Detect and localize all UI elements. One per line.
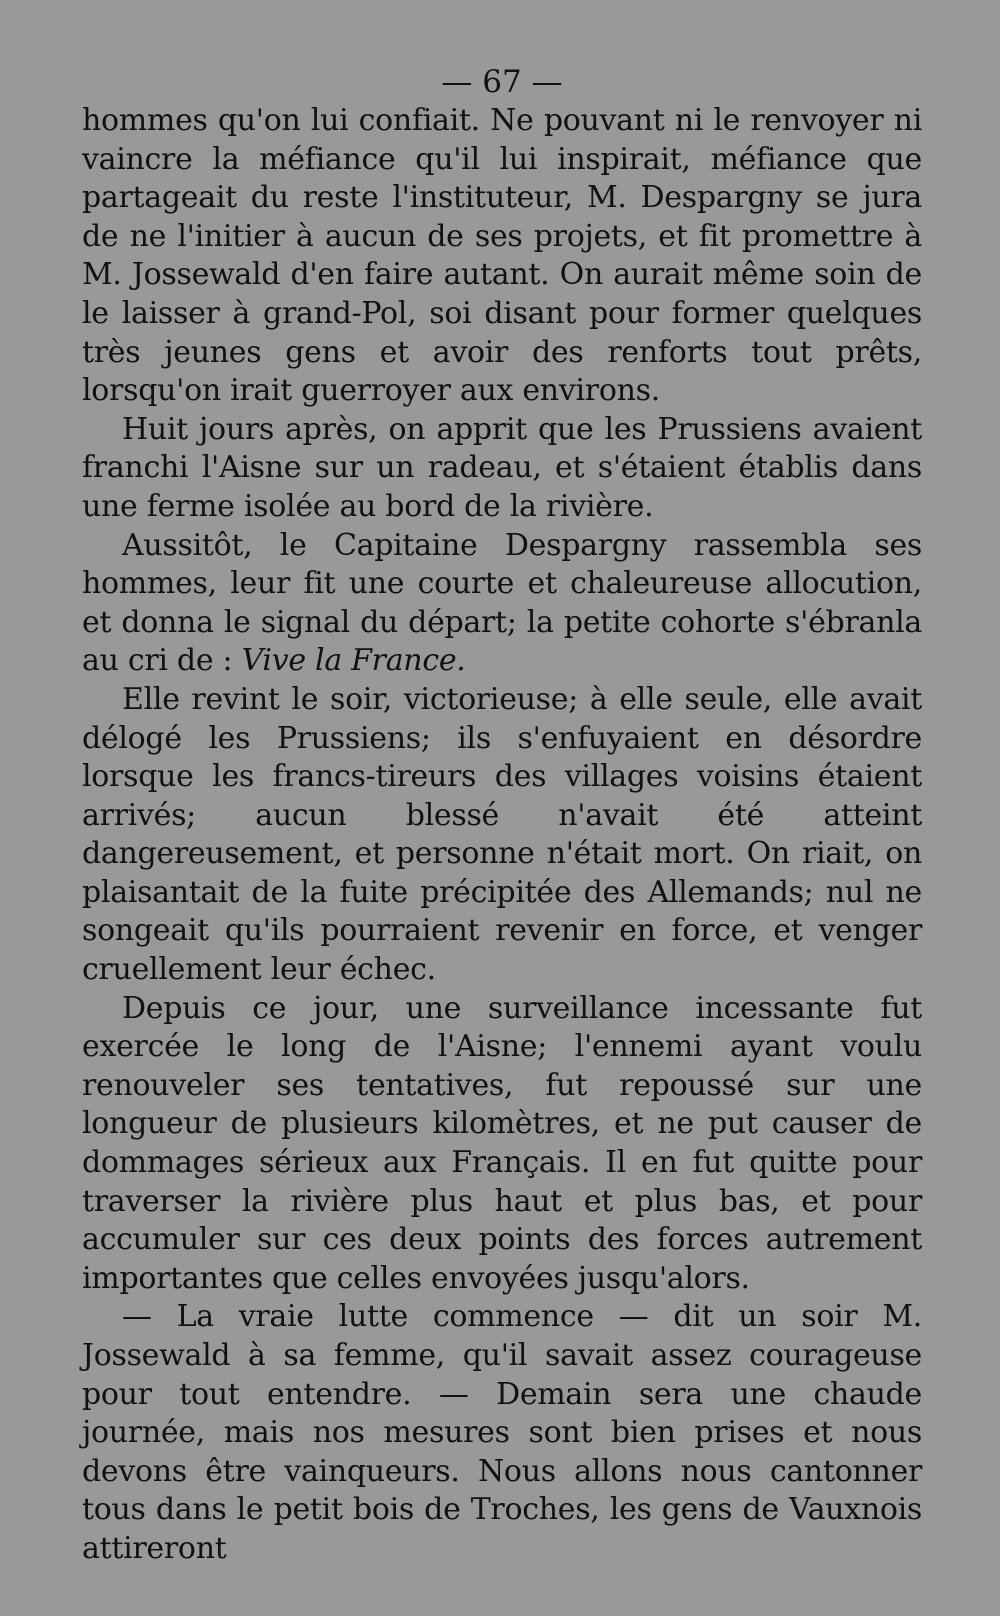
paragraph-5: Depuis ce jour, une surveillance incessante fut exercée le long de l'Aisne; l'ennemi ayant voulu renouveler ses tentatives, fut repoussé sur une longueur de plusieurs kilomètres, et ne put causer de dommages sérieux aux Français. Il en fut quitte pour traverser la rivière plus haut et plus bas, et pour accumuler sur ces deux points des forces autrement importantes que celles envoyées jusqu'alors. bbox=[82, 990, 922, 1296]
paragraph-1: hommes qu'on lui confiait. Ne pouvant ni le renvoyer ni vaincre la méfiance qu'il lui inspirait, méfiance que partageait du reste l'instituteur, M. Despargny se jura de ne l'initier à aucun de ses projets, et fit promettre à M. Jossewald d'en faire autant. On aurait même soin de le laisser à grand-Pol, soi disant pour former quelques très jeunes gens et avoir des renforts tout prêts, lorsqu'on irait guerroyer aux environs. bbox=[82, 103, 922, 409]
paragraph-6: — La vraie lutte commence — dit un soir M. Jossewald à sa femme, qu'il savait assez courageuse pour tout entendre. — Demain sera une chaude journée, mais nos mesures sont bien prises et nous devons être vainqueurs. Nous allons nous cantonner tous dans le petit bois de Troches, les gens de Vauxnois attireront bbox=[82, 1299, 922, 1566]
paragraph-3-text: Aussitôt, le Capitaine Despargny rassembla ses hommes, leur fit une courte et chaleureuse allocution, et donna le signal du départ; la petite cohorte s'ébranla au cri de : bbox=[82, 527, 922, 679]
paragraph-4: Elle revint le soir, victorieuse; à elle seule, elle avait délogé les Prussiens; ils s'enfuyaient en désordre lorsque les francs-tireurs des villages voisins étaient arrivés; aucun blessé n'avait été atteint dangereusement, et personne n'était mort. On riait, on plaisantait de la fuite précipitée des Allemands; nul ne songeait qu'ils pourraient revenir en force, et venger cruellement leur échec. bbox=[82, 681, 922, 988]
paragraph-3-emphasis: Vive la France. bbox=[241, 643, 466, 679]
body-text bbox=[82, 102, 922, 1569]
page-number: — 67 — bbox=[441, 64, 563, 100]
paragraph-2: Huit jours après, on apprit que les Prussiens avaient franchi l'Aisne sur un radeau, et s'étaient établis dans une ferme isolée au bord de la rivière. bbox=[82, 411, 922, 524]
paragraph-3 bbox=[82, 527, 922, 681]
